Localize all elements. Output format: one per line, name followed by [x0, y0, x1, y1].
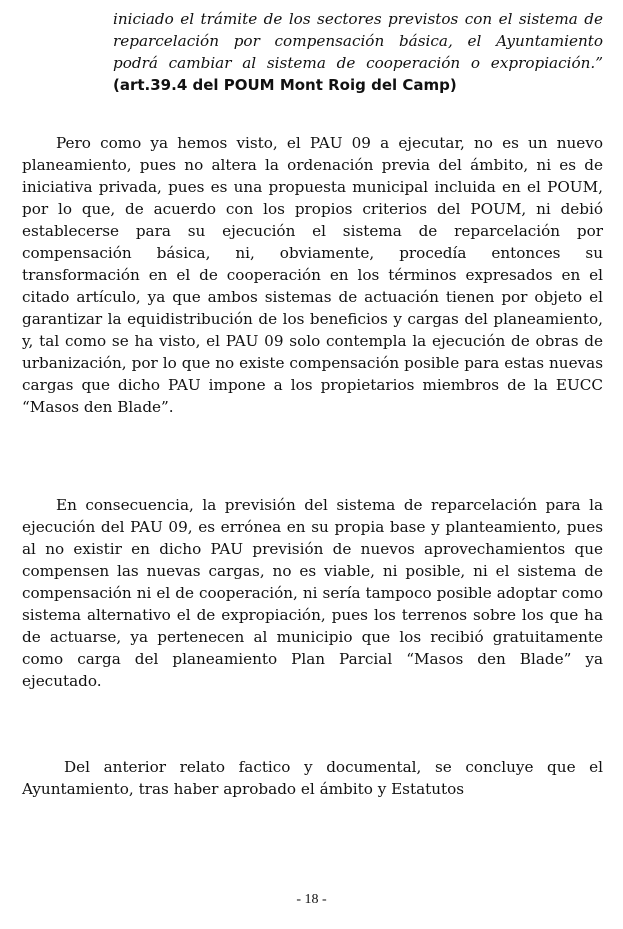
body-paragraph-3: Del anterior relato factico y documental, se concluye que el Ayuntamiento, tras haber aprobado el ámbito y Estatutos	[22, 758, 603, 798]
quote-text: iniciado el trámite de los sectores previstos con el sistema de reparcelación por compensación básica, el Ayuntamiento podrá cambiar al sistema de cooperación o expropiación.”	[113, 10, 603, 72]
quote-reference: (art.39.4 del POUM Mont Roig del Camp)	[113, 76, 457, 94]
body-paragraph-1: Pero como ya hemos visto, el PAU 09 a ejecutar, no es un nuevo planeamiento, pues no altera la ordenación previa del ámbito, ni es de iniciativa privada, pues es una propuesta municipal incluida en el POUM, por lo que, de acuerdo con los propios criterios del POUM, ni debió establecerse para su ejecución el sistema de reparcelación por compensación básica, ni, obviamente, procedía entonces su transformación en el de cooperación en los términos expresados en el citado artículo, ya que ambos sistemas de actuación tienen por objeto el garantizar la equidistribución de los beneficios y cargas del planeamiento, y, tal como se ha visto, el PAU 09 solo contempla la ejecución de obras de urbanización, por lo que no existe compensación posible para estas nuevas cargas que dicho PAU impone a los propietarios miembros de la EUCC “Masos den Blade”.	[22, 134, 603, 416]
body-paragraph-2: En consecuencia, la previsión del sistema de reparcelación para la ejecución del PAU 09, es errónea en su propia base y planteamiento, pues al no existir en dicho PAU previsión de nuevos aprovechamientos que compensen las nuevas cargas, no es viable, ni posible, ni el sistema de compensación ni el de cooperación, ni sería tampoco posible adoptar como sistema alternativo el de expropiación, pues los terrenos sobre los que ha de actuarse, ya pertenecen al municipio que los recibió gratuitamente como carga del planeamiento Plan Parcial “Masos den Blade” ya ejecutado.	[22, 496, 603, 690]
page-number: - 18 -	[296, 892, 327, 907]
block-quote	[113, 8, 603, 96]
